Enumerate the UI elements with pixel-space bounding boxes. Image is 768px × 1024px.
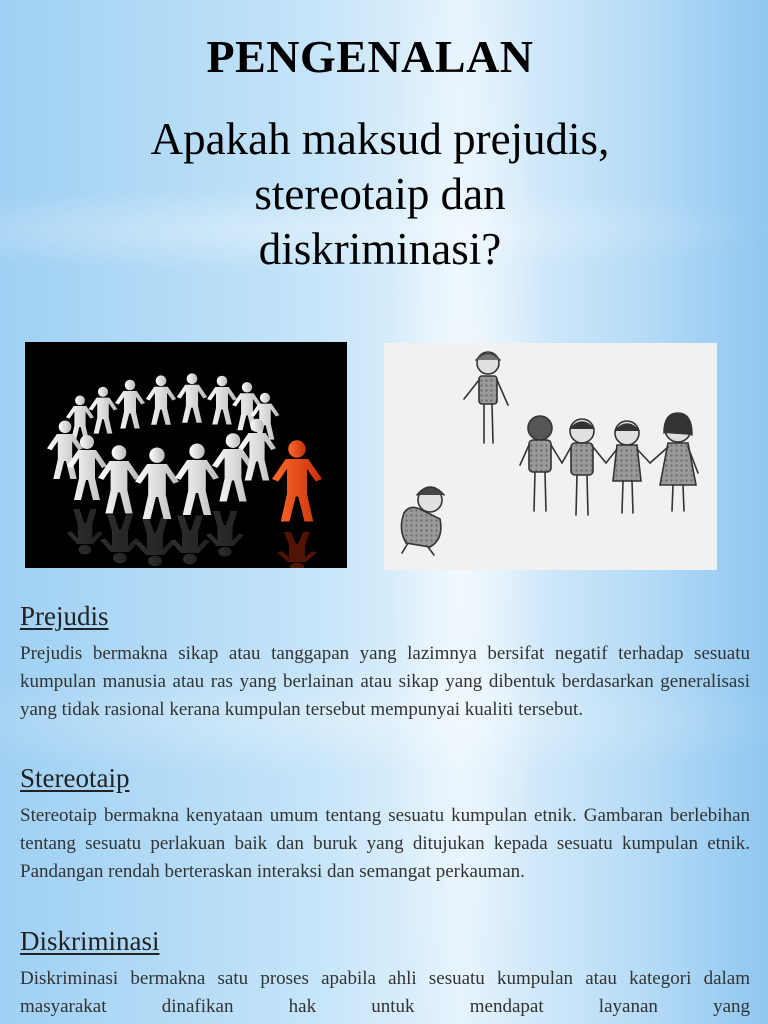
- section-heading: Prejudis: [20, 601, 109, 631]
- question-line-1: Apakah maksud prejudis,: [150, 114, 610, 164]
- section-stereotaip: [20, 764, 750, 886]
- excluded-figure-image: [25, 342, 347, 568]
- section-text: Diskriminasi bermakna satu proses apabila ahli sesuatu kumpulan atau kategori dalam masyarakat dinafikan hak untuk mendapat layanan yang: [20, 967, 750, 1017]
- section-text: Stereotaip bermakna kenyataan umum tentang sesuatu kumpulan etnik. Gambaran berlebihan tentang sesuatu perlakuan baik dan buruk yang ditujukan kepada sesuatu kumpulan etnik. Pandangan rendah berteraskan interaksi dan semangat perkauman.: [20, 804, 750, 882]
- section-diskriminasi: [20, 927, 750, 1021]
- question-line-2: stereotaip dan: [254, 168, 506, 219]
- question-line-3: diskriminasi?: [258, 223, 502, 274]
- section-text: Prejudis bermakna sikap atau tanggapan yang lazimnya bersifat negatif terhadap sesuatu kumpulan manusia atau ras yang berlainan atau sikap yang dibentuk berdasarkan generalisasi yang tidak rasional kerana kumpulan tersebut mempunyai kualiti tersebut.: [20, 642, 750, 720]
- page-title: PENGENALAN: [206, 31, 534, 82]
- question-heading: [0, 112, 760, 277]
- isolated-child-image: [384, 343, 717, 570]
- section-heading: Diskriminasi: [20, 926, 160, 956]
- section-heading: Stereotaip: [20, 763, 130, 793]
- section-prejudis: [20, 602, 750, 724]
